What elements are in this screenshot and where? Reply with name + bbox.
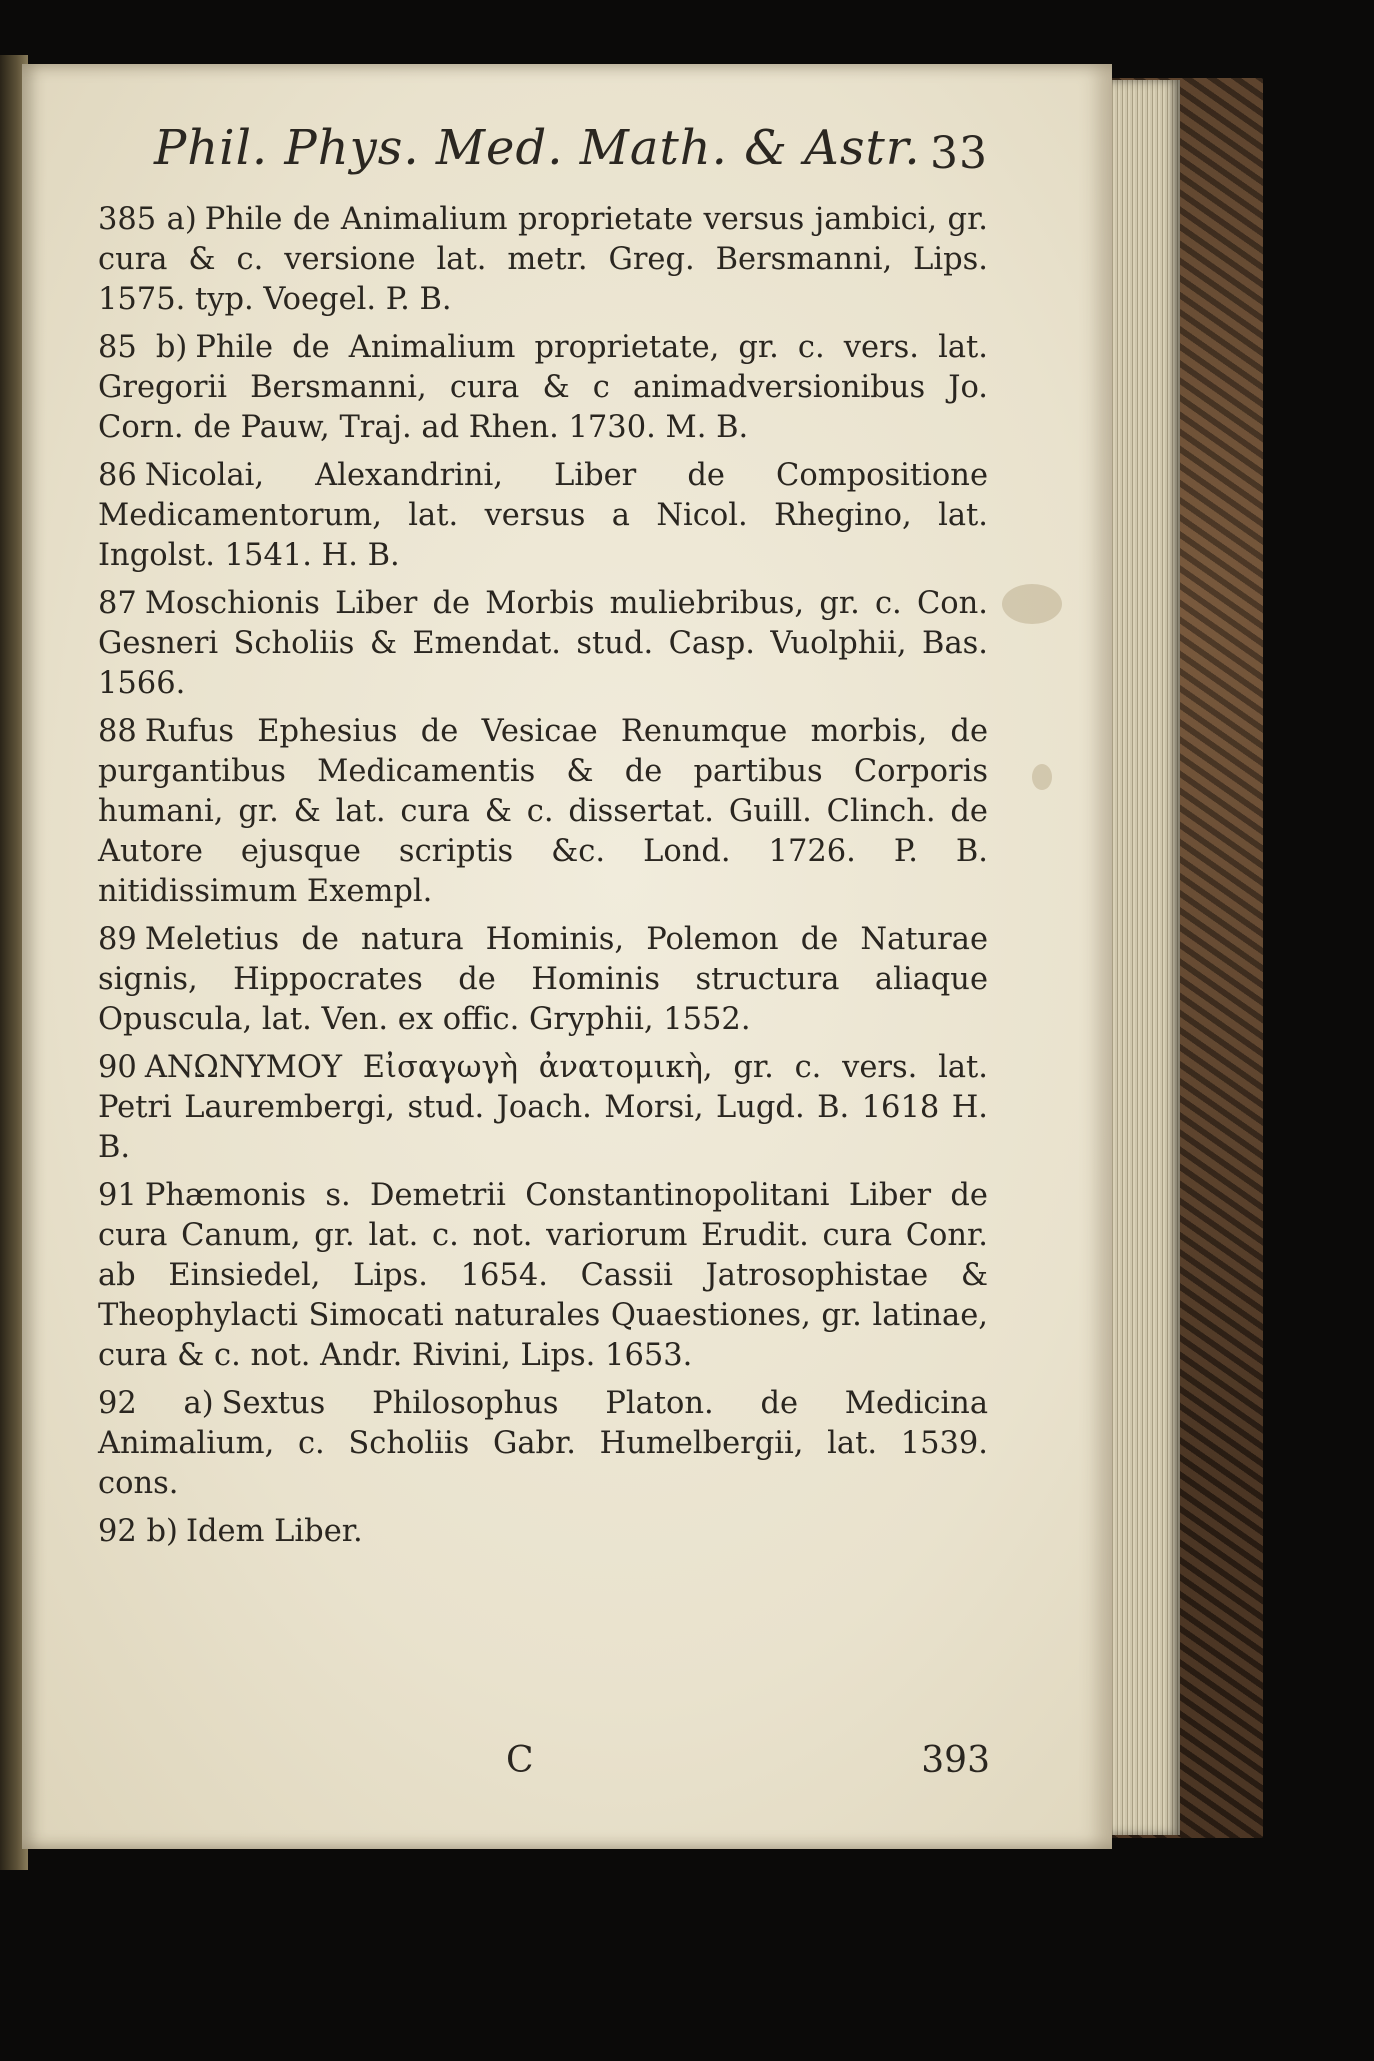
catalog-entry bbox=[98, 1384, 988, 1504]
signature-mark: C bbox=[506, 1740, 534, 1781]
foxing-stain bbox=[1002, 584, 1062, 624]
entry-text: Phæmonis s. Demetrii Constantinopolitani Liber de cura Canum, gr. lat. c. not. variorum Erudit. cura Conr. ab Einsiedel, Lips. 1654. Cassii Jatrosophistae & Theophylacti Simocati naturales Quaestiones, gr. latinae, cura & c. not. Andr. Rivini, Lips. 1653. bbox=[98, 1178, 988, 1373]
entry-number: 89 bbox=[98, 922, 137, 957]
entry-number: 86 bbox=[98, 458, 137, 493]
catalog-entry bbox=[98, 1176, 988, 1376]
entry-number: 385 a) bbox=[98, 202, 197, 237]
entry-text: Meletius de natura Hominis, Polemon de Naturae signis, Hippocrates de Hominis structura aliaque Opuscula, lat. Ven. ex offic. Gryphii, 1552. bbox=[98, 922, 988, 1037]
entry-text: Nicolai, Alexandrini, Liber de Compositione Medicamentorum, lat. versus a Nicol. Rhegino, lat. Ingolst. 1541. H. B. bbox=[98, 458, 988, 573]
running-header bbox=[140, 120, 988, 180]
entry-number: 85 b) bbox=[98, 330, 188, 365]
catchword: 393 bbox=[921, 1740, 990, 1781]
entry-text: Phile de Animalium proprietate versus jambici, gr. cura & c. versione lat. metr. Greg. Bersmanni, Lips. 1575. typ. Voegel. P. B. bbox=[98, 202, 988, 317]
entry-number: 88 bbox=[98, 714, 137, 749]
catalog-entry bbox=[98, 328, 988, 448]
catalog-entry bbox=[98, 1048, 988, 1168]
catalog-entry bbox=[98, 920, 988, 1040]
entry-text: Phile de Animalium proprietate, gr. c. vers. lat. Gregorii Bersmanni, cura & c animadversionibus Jo. Corn. de Pauw, Traj. ad Rhen. 1730. M. B. bbox=[98, 330, 988, 445]
entry-number: 91 bbox=[98, 1178, 137, 1213]
entry-text: Rufus Ephesius de Vesicae Renumque morbis, de purgantibus Medicamentis & de partibus Corporis humani, gr. & lat. cura & c. dissertat. Guill. Clinch. de Autore ejusque scriptis &c. Lond. 1726. P. B. nitidissimum Exempl. bbox=[98, 714, 988, 909]
header-title: Phil. Phys. Med. Math. & Astr. bbox=[154, 120, 921, 176]
entry-text: Idem Liber. bbox=[185, 1514, 363, 1549]
catalog-entries bbox=[98, 200, 988, 1560]
catalog-entry bbox=[98, 1512, 988, 1552]
page-number: 33 bbox=[930, 128, 988, 179]
catalog-entry bbox=[98, 456, 988, 576]
entry-number: 92 a) bbox=[98, 1386, 214, 1421]
foxing-stain bbox=[1032, 764, 1052, 790]
entry-number: 90 bbox=[98, 1050, 137, 1085]
entry-text: Moschionis Liber de Morbis muliebribus, gr. c. Con. Gesneri Scholiis & Emendat. stud. Casp. Vuolphii, Bas. 1566. bbox=[98, 586, 988, 701]
entry-number: 92 b) bbox=[98, 1514, 178, 1549]
catalog-entry bbox=[98, 200, 988, 320]
entry-number: 87 bbox=[98, 586, 137, 621]
entry-text: Sextus Philosophus Platon. de Medicina Animalium, c. Scholiis Gabr. Humelbergii, lat. 1539. cons. bbox=[98, 1386, 988, 1501]
page-footer bbox=[150, 1740, 990, 1790]
entry-text: ΑΝΩΝΥΜΟΥ Εἰσαγωγὴ ἀνατομικὴ, gr. c. vers. lat. Petri Laurembergi, stud. Joach. Morsi, Lugd. B. 1618 H. B. bbox=[98, 1050, 988, 1165]
catalog-entry bbox=[98, 584, 988, 704]
catalog-entry bbox=[98, 712, 988, 912]
